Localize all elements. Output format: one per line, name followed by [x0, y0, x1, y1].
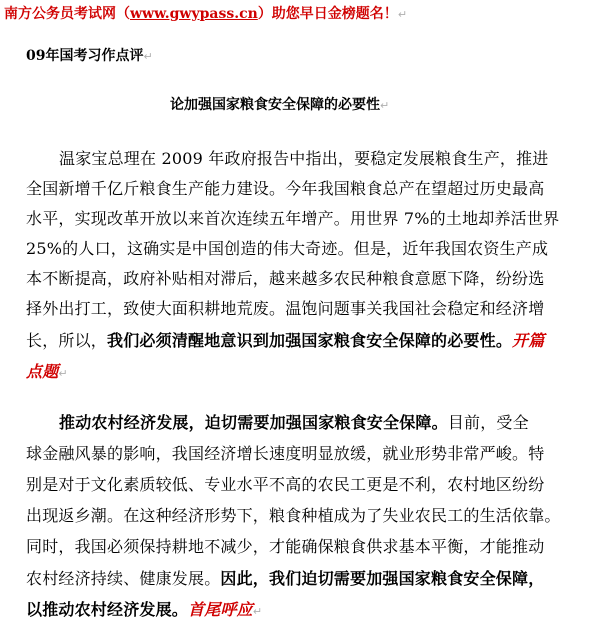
p1-line-2: 全国新增千亿斤粮食生产能力建设。今年我国粮食总产在望超过历史最高: [26, 179, 545, 198]
p2-conclusion-bold-cont: 以推动农村经济发展。: [26, 600, 189, 619]
p1-line-7-plain: 长，所以，: [26, 331, 108, 350]
p1-thesis-bold: 我们必须清醒地意识到加强国家粮食安全保障的必要性。: [107, 331, 513, 350]
p2-line-6: [26, 566, 544, 589]
section-title: [26, 45, 153, 65]
site-link[interactable]: www.gwypass.cn: [130, 6, 258, 22]
paragraph-mark-icon: ↵: [58, 367, 68, 380]
comment-echo: 首尾呼应: [188, 600, 253, 619]
essay-title: [170, 94, 389, 114]
paragraph-mark-icon: ↵: [380, 99, 390, 112]
p1-line-1: 温家宝总理在 2009 年政府报告中指出，要稳定发展粮食生产，推进: [59, 149, 549, 168]
banner-prefix: 南方公务员考试网（: [4, 6, 130, 22]
p1-line-6: 择外出打工，致使大面积耕地荒废。温饱问题事关我国社会稳定和经济增: [26, 299, 545, 318]
comment-opening-cont: 点题: [26, 362, 59, 381]
p1-line-4: 25%的人口，这确实是中国创造的伟大奇迹。但是，近年我国农资生产成: [26, 239, 549, 258]
essay-title-text: 论加强国家粮食安全保障的必要性: [170, 97, 380, 113]
p1-line-7: [26, 328, 544, 351]
p2-line-2: 球金融风暴的影响，我国经济增长速度明显放缓，就业形势非常严峻。特: [26, 444, 545, 463]
p2-conclusion-bold: 因此，我们迫切需要加强国家粮食安全保障，: [220, 569, 545, 588]
site-banner: [4, 3, 407, 23]
p2-topic-bold: 推动农村经济发展，迫切需要加强国家粮食安全保障。: [59, 413, 448, 432]
paragraph-mark-icon: ↵: [397, 8, 408, 21]
p2-line-4: 出现返乡潮。在这种经济形势下，粮食种植成为了失业农民工的生活依靠。: [26, 506, 561, 525]
p1-line-3: 水平，实现改革开放以来首次连续五年增产。用世界 7%的土地却养活世界: [26, 209, 560, 228]
p2-line-7: [26, 597, 262, 620]
p2-line-1: [59, 410, 529, 433]
paragraph-mark-icon: ↵: [143, 50, 153, 63]
p2-line-6-plain: 农村经济持续、健康发展。: [26, 569, 221, 588]
p1-line-5: 本不断提高，政府补贴相对滞后，越来越多农民种粮食意愿下降，纷纷选: [26, 269, 545, 288]
paragraph-mark-icon: ↵: [252, 605, 263, 618]
section-title-text: 09年国考习作点评: [26, 48, 144, 64]
banner-suffix: ）助您早日金榜题名！: [257, 6, 398, 22]
p2-line-3: 别是对于文化素质较低、专业水平不高的农民工更是不利，农村地区纷纷: [26, 475, 545, 494]
p2-line-5: 同时，我国必须保持耕地不减少，才能确保粮食供求基本平衡，才能推动: [26, 537, 545, 556]
p1-line-8: [26, 359, 68, 382]
p2-line-1-plain: 目前，受全: [447, 413, 529, 432]
comment-opening: 开篇: [512, 331, 545, 350]
